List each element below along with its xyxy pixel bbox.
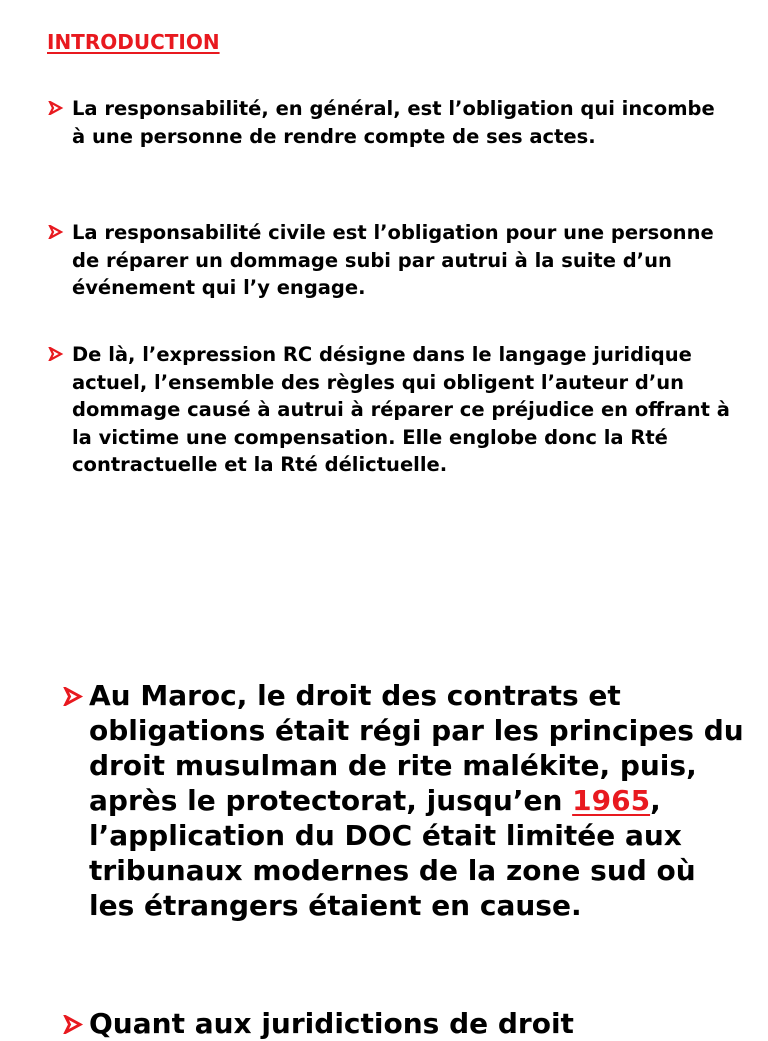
bullet-paragraph bbox=[89, 678, 749, 923]
chevron-arrow-icon bbox=[63, 1015, 84, 1034]
year-link[interactable]: 1965 bbox=[572, 784, 651, 817]
bullet-text: La responsabilité, en général, est l’obligation qui incombe à une personne de rendre compte de ses actes. bbox=[72, 97, 715, 148]
bullet-paragraph bbox=[72, 95, 732, 150]
chevron-arrow-icon bbox=[48, 225, 64, 239]
bullet-paragraph bbox=[72, 341, 732, 479]
bullet-text: , l’application du DOC était limitée aux tribunaux modernes de la zone sud où les étrangers étaient en cause. bbox=[89, 784, 696, 922]
chevron-arrow-icon bbox=[63, 687, 84, 706]
bullet-text: De là, l’expression RC désigne dans le langage juridique actuel, l’ensemble des règles qui obligent l’auteur d’un dommage causé à autrui à réparer ce préjudice en offrant à la victime une compensation. Elle englobe donc la Rté contractuelle et la Rté délictuelle. bbox=[72, 343, 730, 476]
bullet-text: Quant aux juridictions de droit bbox=[89, 1007, 574, 1040]
chevron-arrow-icon bbox=[48, 101, 64, 115]
bullet-paragraph bbox=[72, 219, 732, 302]
bullet-text: La responsabilité civile est l’obligation pour une personne de réparer un dommage subi par autrui à la suite d’un événement qui l’y engage. bbox=[72, 221, 714, 299]
page-heading: INTRODUCTION bbox=[47, 30, 220, 54]
bullet-text: Au Maroc, le droit des contrats et obligations était régi par les principes du droit musulman de rite malékite, puis, après le protectorat, jusqu’en bbox=[89, 679, 744, 817]
chevron-arrow-icon bbox=[48, 347, 64, 361]
